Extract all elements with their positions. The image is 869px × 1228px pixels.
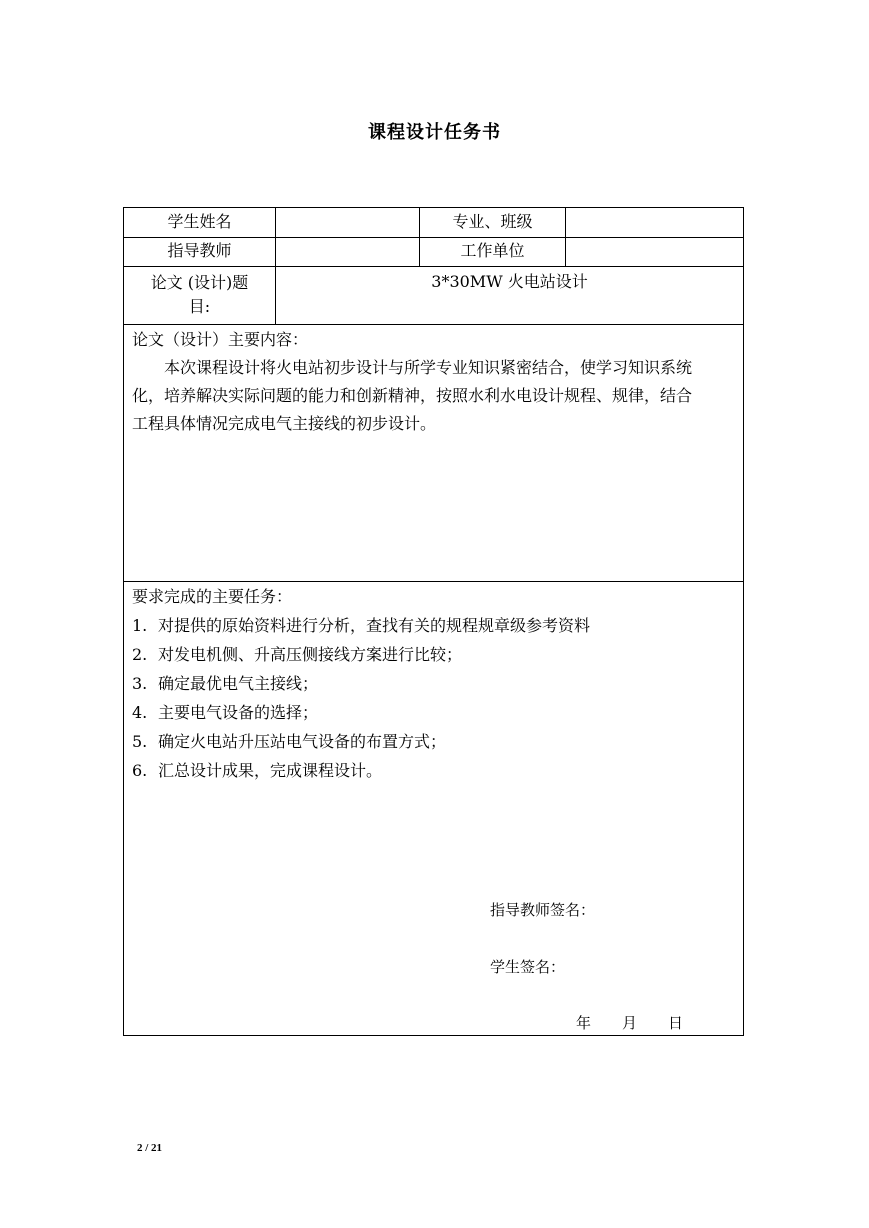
task-item [132,669,735,698]
tasks-section [132,582,735,785]
date-day-label: 日 [668,1014,684,1032]
student-signature-label: 学生签名： [490,958,566,976]
main-content-line: 本次课程设计将火电站初步设计与所学专业知识紧密结合，使学习知识系统 [164,358,693,377]
task-text: 确定火电站升压站电气设备的布置方式； [158,732,447,751]
major-class-label: 专业、班级 [452,212,533,231]
task-text: 确定最优电气主接线； [158,674,319,693]
task-item [132,727,735,756]
task-text: 对提供的原始资料进行分析，查找有关的规程规章级参考资料 [158,616,591,635]
advisor-signature-label: 指导教师签名： [490,901,596,919]
date-year-label: 年 [576,1014,592,1032]
task-text: 对发电机侧、升高压侧接线方案进行比较； [158,645,463,664]
main-content-section [132,326,735,438]
work-unit-label: 工作单位 [460,241,525,260]
column-divider [565,208,566,266]
task-item [132,698,735,727]
task-number: 3. [132,674,148,693]
page-number: 2 / 21 [137,1142,163,1154]
main-content-line: 化，培养解决实际问题的能力和创新精神，按照水利水电设计规程、规律，结合 [132,386,693,405]
task-item [132,756,735,785]
row-divider [124,324,743,325]
task-item [132,640,735,669]
thesis-title-value[interactable]: 3*30MW 火电站设计 [431,272,588,291]
task-number: 6. [132,761,148,780]
task-list [132,611,735,785]
thesis-title-label-line1: 论文 (设计)题 [150,273,249,292]
tasks-heading: 要求完成的主要任务： [132,587,293,606]
date-month-label: 月 [622,1014,638,1032]
thesis-title-label [124,271,275,319]
main-content-line: 工程具体情况完成电气主接线的初步设计。 [132,414,437,433]
main-content-heading: 论文（设计）主要内容： [132,330,309,349]
task-item [132,611,735,640]
task-text: 主要电气设备的选择； [158,703,319,722]
advisor-label: 指导教师 [167,241,232,260]
student-name-label: 学生姓名 [167,212,232,231]
task-number: 2. [132,645,148,664]
row-divider [124,237,743,238]
task-number: 1. [132,616,148,635]
task-number: 5. [132,732,148,751]
page-title: 课程设计任务书 [368,122,501,143]
task-form-table [123,207,744,1036]
row-divider [124,266,743,267]
task-number: 4. [132,703,148,722]
thesis-title-label-line2: 目: [188,297,211,316]
column-divider [275,208,276,324]
task-text: 汇总设计成果，完成课程设计。 [158,761,383,780]
